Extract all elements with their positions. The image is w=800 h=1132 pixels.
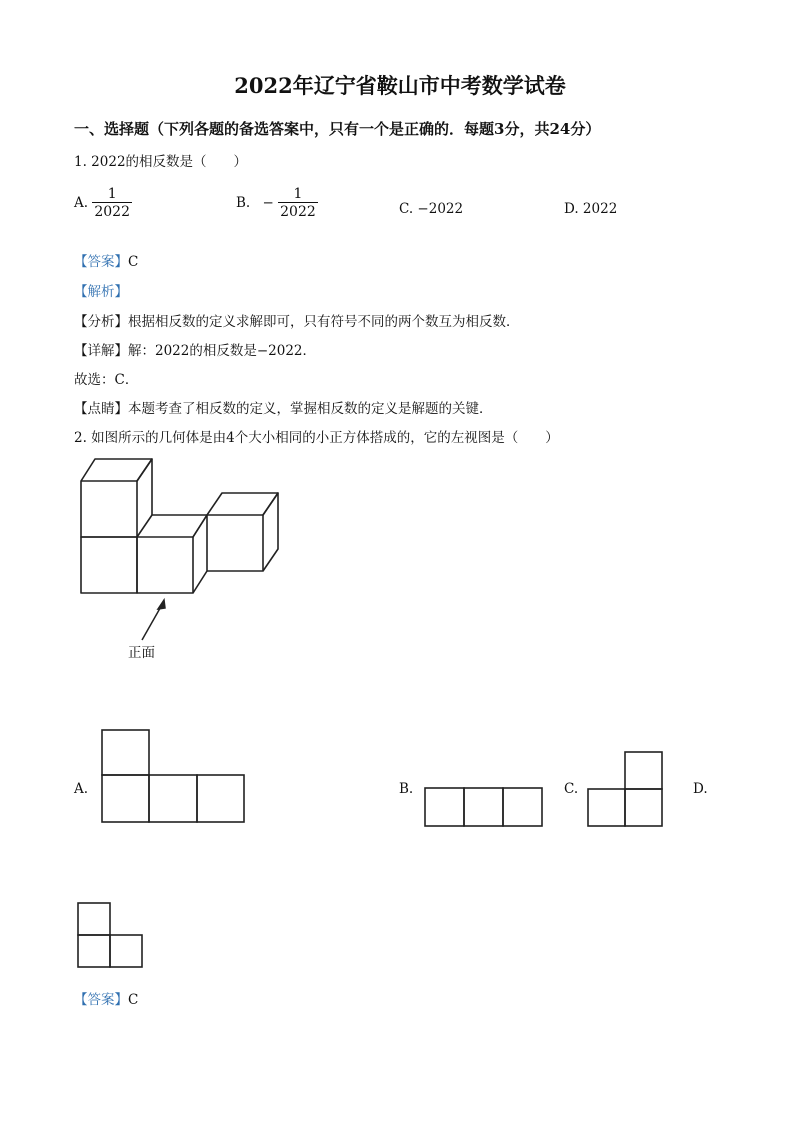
- q1-xiangjie-tag: 【详解】: [74, 343, 128, 359]
- q2-option-d-label[interactable]: D.: [693, 781, 708, 797]
- q1-xiangjie-text: 解：2022的相反数是−2022．: [128, 343, 317, 359]
- q1-option-b-numerator: 1: [293, 186, 303, 202]
- page-title: 2022年辽宁省鞍山市中考数学试卷: [234, 73, 566, 98]
- q1-option-a-denominator: 2022: [94, 204, 130, 220]
- q1-stem: 1. 2022的相反数是（ ）: [74, 154, 248, 170]
- q1-answer-tag: 【答案】: [74, 254, 128, 270]
- q2-option-b-label[interactable]: B.: [399, 781, 414, 797]
- q2-option-a-label[interactable]: A.: [74, 781, 89, 797]
- q1-option-c[interactable]: C. −2022: [399, 201, 464, 217]
- q1-choice: 故选：C．: [74, 372, 139, 388]
- front-label: 正面: [128, 645, 155, 661]
- q1-option-b-sign: −: [262, 195, 274, 211]
- q1-dianjing-tag: 【点睛】: [74, 401, 128, 417]
- q1-dianjing-text: 本题考查了相反数的定义，掌握相反数的定义是解题的关键．: [128, 401, 493, 417]
- q1-answer-value: C: [128, 254, 139, 270]
- q2-stem: 2. 如图所示的几何体是由4个大小相同的小正方体搭成的，它的左视图是（ ）: [74, 430, 559, 446]
- q1-option-b-denominator: 2022: [280, 204, 316, 220]
- q1-fenxi-tag: 【分析】: [74, 314, 128, 330]
- q1-analysis-tag: 【解析】: [74, 284, 128, 300]
- q1-option-d[interactable]: D. 2022: [564, 201, 618, 217]
- q2-answer-value: C: [128, 992, 139, 1008]
- q1-fenxi-text: 根据相反数的定义求解即可，只有符号不同的两个数互为相反数．: [128, 314, 520, 330]
- q2-answer: [74, 988, 138, 1008]
- q1-option-b-label: B.: [236, 195, 251, 211]
- q2-option-c-label[interactable]: C.: [564, 781, 579, 797]
- q2-answer-tag: 【答案】: [74, 992, 128, 1008]
- section-heading: 一、选择题（下列各题的备选答案中，只有一个是正确的．每题3分，共24分）: [74, 120, 601, 138]
- q1-option-a-label: A.: [74, 195, 89, 211]
- q1-option-a-numerator: 1: [107, 186, 117, 202]
